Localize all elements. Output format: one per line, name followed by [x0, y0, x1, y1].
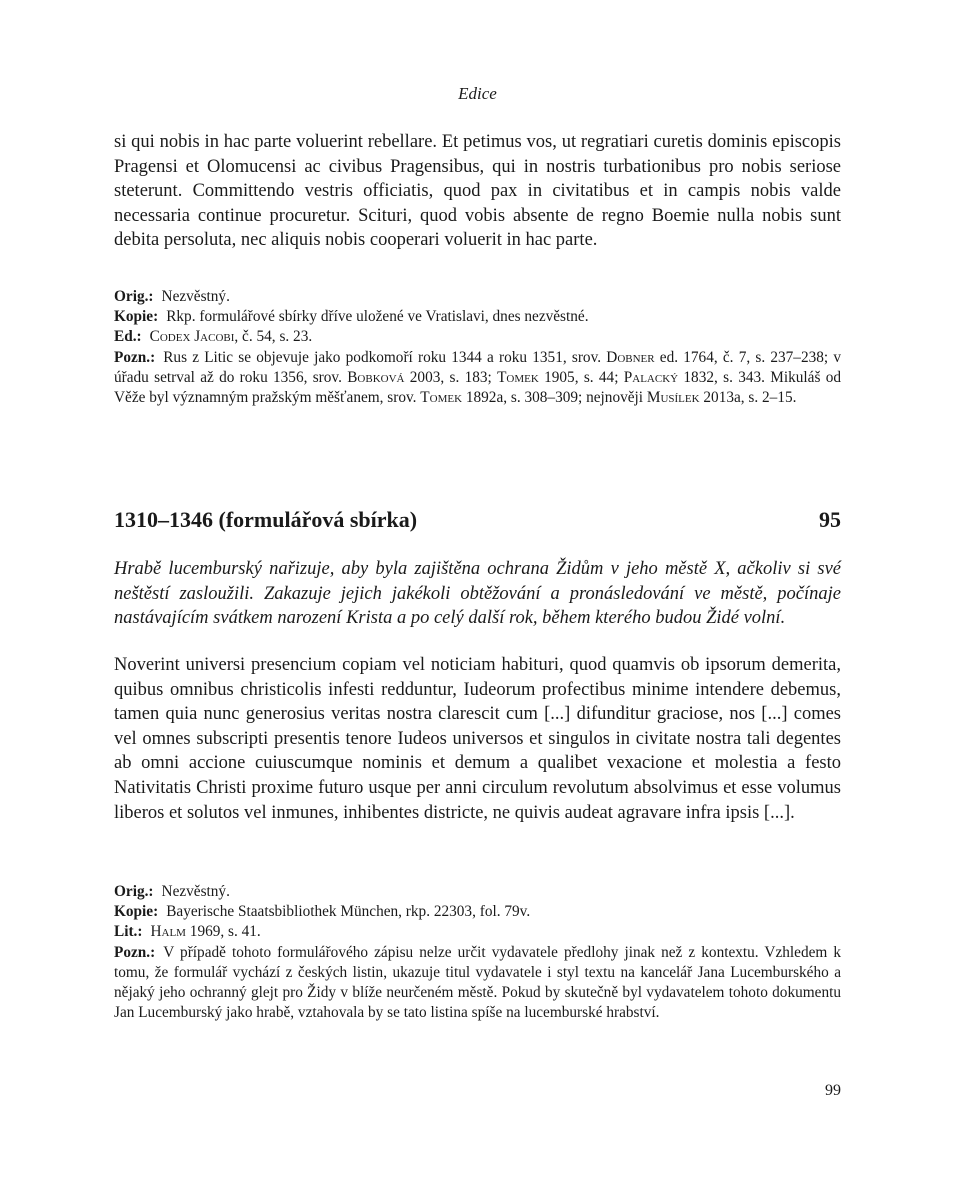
note-text: 1832, s. 343. Mikuláš od Věže byl významným pražským měšťanem, srov.	[114, 368, 842, 407]
note-text: Rkp. formulářové sbírky dříve uložené ve Vratislavi, dnes nezvěstné.	[166, 308, 589, 326]
citation-author: Dobner	[606, 348, 655, 366]
note-pozn	[114, 348, 841, 409]
note-text: , č. 54, s. 23.	[234, 328, 313, 346]
note-text: Nezvěstný.	[161, 288, 230, 305]
note-label: Orig.:	[114, 288, 154, 305]
note-text: 1905, s. 44;	[538, 368, 624, 386]
note-text: V případě tohoto formulářového zápisu nelze určit vydavatele předlohy jinak než z kontextu. Vzhledem k tomu, že formulář vychází z českých listin, ukazuje titul vydavatele i styl textu na kancelář Jana Lucemburského a nějaký jeho ochranný glejt pro Židy v blíže neurčeném městě. Pokud by skutečně byl vydavatelem tohoto dokumentu Jan Lucemburský jako hrabě, vztahovala by se tato listina spíše na lucemburské hrabství.	[114, 943, 841, 1022]
note-text: 2013a, s. 2–15.	[699, 389, 797, 407]
note-kopie	[114, 307, 841, 327]
running-head: Edice	[458, 84, 497, 103]
note-label: Ed.:	[114, 328, 142, 346]
citation-author: Tomek	[497, 368, 539, 386]
note-text: 1892a, s. 308–309; nejnověji	[462, 389, 647, 407]
note-label: Kopie:	[114, 903, 159, 921]
note-text: 1969, s. 41.	[185, 923, 261, 941]
document-page	[114, 0, 841, 1181]
page-number: 99	[825, 1082, 841, 1099]
note-kopie	[114, 902, 841, 922]
citation-author: Tomek	[420, 389, 463, 407]
citation-author: Codex Jacobi	[149, 328, 235, 346]
note-orig	[114, 287, 841, 307]
citation-author: Musílek	[646, 389, 700, 407]
note-label: Kopie:	[114, 308, 159, 326]
note-lit	[114, 922, 841, 942]
citation-author: Bobková	[347, 368, 405, 386]
entry-title: 1310–1346 (formulářová sbírka)	[114, 507, 418, 532]
entry-regest: Hrabě lucemburský nařizuje, aby byla zajištěna ochrana Židům v jeho městě X, ačkoliv si své neštěstí zasloužili. Zakazuje jejich jakékoli obtěžování a pronásledování ve městě, počínaje nastávajícím svátkem narození Krista a po celý další rok, během kterého budou Židé volní.	[114, 559, 841, 629]
citation-author: Halm	[150, 923, 186, 941]
entry-number: 95	[819, 507, 841, 532]
note-label: Lit.:	[114, 923, 143, 941]
entry-text: Noverint universi presencium copiam vel noticiam habituri, quod quamvis ob ipsorum demerita, quibus omnibus christicolis infesti redduntur, Iudeorum profectibus minime intendere debemus, tamen quia nunc generosius veritas nostra clarescit cum [...] difunditur graciose, nos [...] comes vel omnes subscripti presentis tenore Iudeos universos et singulos in civitate nostra tali degentes ab omni accione cuiuscumque nominis et demum a qualibet vexacione et molestia a festo Nativitatis Christi proxime futuro usque per anni circulum revolutum absolvimus et esse volumus liberos et solutos vel inmunes, inhibentes districte, ne quivis audeat agravare infra ipsis [...].	[114, 655, 841, 823]
note-label: Orig.:	[114, 883, 154, 900]
apparatus-second	[114, 882, 841, 1023]
note-label: Pozn.:	[114, 348, 156, 366]
note-text: ed. 1764, č. 7, s. 237–238; v úřadu setrval až do roku 1356, srov.	[114, 348, 841, 386]
note-text: 2003, s. 183;	[404, 368, 498, 386]
note-text: Rus z Litic se objevuje jako podkomoří roku 1344 a roku 1351, srov.	[163, 348, 607, 366]
note-ed	[114, 327, 841, 347]
apparatus-first	[114, 287, 841, 408]
note-pozn	[114, 943, 841, 1024]
note-text: Nezvěstný.	[161, 883, 230, 900]
edition-text-continuation: si qui nobis in hac parte voluerint rebellare. Et petimus vos, ut regratiari curetis dominis episcopis Pragensi et Olomucensi ac civibus Pragensibus, qui in nostris turbationibus pro nobis seriose steterunt. Committendo vestris officiatis, quod pax in civitatibus et in campis nobis valde necessaria continue procuretur. Scituri, quod vobis absente de regno Boemie nulla nobis sunt debita persoluta, nec aliquis nobis cooperari voluerit in hac parte.	[114, 132, 841, 251]
note-orig	[114, 882, 841, 902]
note-label: Pozn.:	[114, 943, 156, 961]
citation-author: Palacký	[623, 368, 679, 386]
entry-heading	[114, 507, 841, 533]
note-text: Bayerische Staatsbibliothek München, rkp. 22303, fol. 79v.	[166, 903, 531, 921]
